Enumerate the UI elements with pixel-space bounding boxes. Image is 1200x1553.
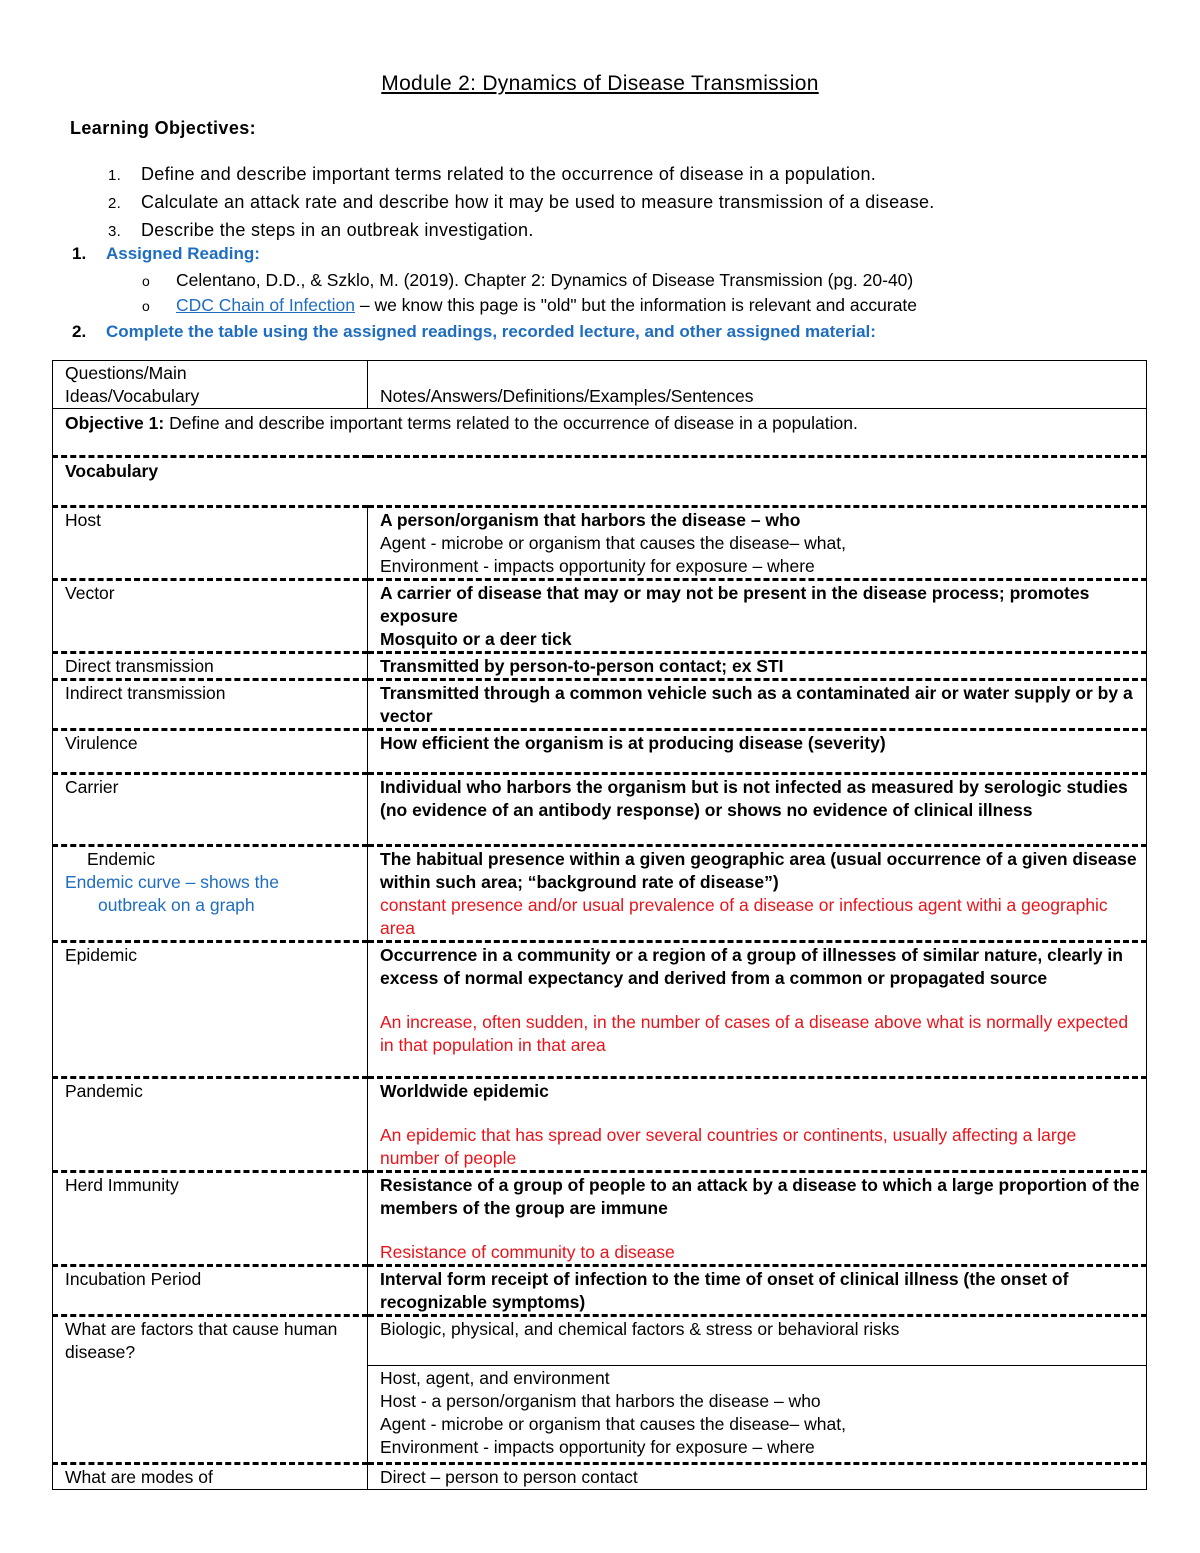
notes-table — [52, 360, 1147, 1490]
table-row — [53, 774, 1147, 846]
term-cell: Herd Immunity — [53, 1172, 368, 1266]
complete-table-heading — [72, 322, 876, 342]
section-label: Complete the table using the assigned readings, recorded lecture, and other assigned material: — [106, 322, 876, 341]
definition-text: Environment - impacts opportunity for exposure – where — [380, 556, 815, 576]
term-cell: Pandemic — [53, 1078, 368, 1172]
answer-cell: Biologic, physical, and chemical factors & stress or behavioral risks — [368, 1316, 1147, 1366]
objective-text: Define and describe important terms related to the occurrence of disease in a population. — [141, 164, 877, 184]
term-note: Endemic curve – shows the — [65, 872, 279, 892]
table-row — [53, 457, 1147, 507]
assigned-reading-heading — [72, 244, 260, 264]
definition-cell — [368, 942, 1147, 1078]
answer-text: Host - a person/organism that harbors the disease – who — [380, 1391, 821, 1411]
section-label: Assigned Reading: — [106, 244, 260, 263]
table-row — [53, 846, 1147, 942]
reading-text: – we know this page is "old" but the information is relevant and accurate — [354, 295, 918, 315]
definition-note: constant presence and/or usual prevalence of a disease or infectious agent withi a geographic area — [380, 895, 1108, 938]
answer-cell — [368, 1366, 1147, 1464]
term-cell: Epidemic — [53, 942, 368, 1078]
definition-text: Resistance of a group of people to an attack by a disease to which a large proportion of the members of the group are immune — [380, 1175, 1140, 1218]
bullet-icon: o — [142, 273, 150, 289]
table-row — [53, 580, 1147, 653]
question-cell: What are factors that cause human disease? — [53, 1316, 368, 1464]
term-cell: Direct transmission — [53, 653, 368, 680]
spacer — [380, 1220, 1140, 1241]
objective-row — [53, 409, 1147, 457]
definition-cell: Transmitted through a common vehicle such as a contaminated air or water supply or by a vector — [368, 680, 1147, 730]
definition-cell — [368, 507, 1147, 580]
definition-text: A person/organism that harbors the disease – who — [380, 510, 801, 530]
definition-text: Worldwide epidemic — [380, 1081, 549, 1101]
term-cell: Host — [53, 507, 368, 580]
table-row — [53, 1316, 1147, 1366]
list-item — [108, 216, 935, 244]
table-header-row — [53, 361, 1147, 409]
answer-cell: Direct – person to person contact — [368, 1464, 1147, 1490]
header-text: Notes/Answers/Definitions/Examples/Sentences — [380, 386, 754, 406]
header-text: Questions/Main — [65, 363, 187, 383]
term-cell: Incubation Period — [53, 1266, 368, 1316]
term-cell: Vector — [53, 580, 368, 653]
term-cell — [53, 846, 368, 942]
definition-note: An increase, often sudden, in the number of cases of a disease above what is normally expected in that population in that area — [380, 1012, 1129, 1055]
definition-cell: Interval form receipt of infection to the time of onset of clinical illness (the onset of recognizable symptoms) — [368, 1266, 1147, 1316]
definition-note: Resistance of community to a disease — [380, 1242, 675, 1262]
answer-text: Host, agent, and environment — [380, 1368, 610, 1388]
definition-cell — [368, 846, 1147, 942]
table-row — [53, 409, 1147, 457]
term-text: Endemic — [87, 849, 156, 869]
list-number: 1. — [108, 167, 122, 184]
answer-text: Agent - microbe or organism that causes the disease– what, — [380, 1414, 846, 1434]
spacer — [380, 990, 1140, 1011]
header-cell-notes — [368, 361, 1147, 409]
term-note: outbreak on a graph — [98, 895, 255, 915]
definition-cell — [368, 580, 1147, 653]
reading-text: Celentano, D.D., & Szklo, M. (2019). Chapter 2: Dynamics of Disease Transmission (pg. 20-40) — [176, 270, 914, 290]
learning-objectives-heading: Learning Objectives: — [70, 118, 257, 138]
table-row — [53, 653, 1147, 680]
table-row — [53, 1266, 1147, 1316]
objective-text: Describe the steps in an outbreak investigation. — [141, 220, 534, 240]
term-cell: Indirect transmission — [53, 680, 368, 730]
objective-text: Calculate an attack rate and describe how it may be used to measure transmission of a disease. — [141, 192, 935, 212]
answer-text: Environment - impacts opportunity for exposure – where — [380, 1437, 815, 1457]
objective-label: Objective 1: — [65, 413, 165, 433]
header-text: Ideas/Vocabulary — [65, 386, 200, 406]
table-row — [53, 680, 1147, 730]
section-number: 1. — [72, 244, 87, 263]
objectives-list — [108, 160, 935, 244]
table-row — [53, 942, 1147, 1078]
list-number: 3. — [108, 223, 122, 240]
table-row — [53, 507, 1147, 580]
objective-text: Define and describe important terms related to the occurrence of disease in a population. — [164, 413, 858, 433]
list-item — [108, 160, 935, 188]
list-number: 2. — [108, 195, 122, 212]
definition-note: An epidemic that has spread over several countries or continents, usually affecting a large number of people — [380, 1125, 1077, 1168]
reading-item-textbook — [142, 270, 913, 291]
vocabulary-heading: Vocabulary — [53, 457, 1147, 507]
header-cell-questions — [53, 361, 368, 409]
table-row — [53, 1464, 1147, 1490]
spacer — [380, 1103, 1140, 1124]
term-cell: Carrier — [53, 774, 368, 846]
bullet-icon: o — [142, 298, 150, 314]
definition-text: A carrier of disease that may or may not be present in the disease process; promotes exposure — [380, 583, 1090, 626]
definition-cell — [368, 1078, 1147, 1172]
page-title: Module 2: Dynamics of Disease Transmission — [381, 72, 819, 95]
definition-cell: Individual who harbors the organism but is not infected as measured by serologic studies (no evidence of an antibody response) or shows no evidence of clinical illness — [368, 774, 1147, 846]
definition-text: Mosquito or a deer tick — [380, 629, 572, 649]
list-item — [108, 188, 935, 216]
definition-text: The habitual presence within a given geographic area (usual occurrence of a given disease within such area; “background rate of disease”) — [380, 849, 1137, 892]
section-number: 2. — [72, 322, 87, 341]
definition-cell: Transmitted by person-to-person contact; ex STI — [368, 653, 1147, 680]
definition-cell — [368, 1172, 1147, 1266]
cdc-chain-link[interactable]: CDC Chain of Infection — [176, 295, 355, 315]
definition-text: Occurrence in a community or a region of a group of illnesses of similar nature, clearly in excess of normal expectancy and derived from a common or propagated source — [380, 945, 1123, 988]
reading-item-cdc — [142, 295, 917, 316]
definition-text: Agent - microbe or organism that causes the disease– what, — [380, 533, 846, 553]
table-row — [53, 1172, 1147, 1266]
table-row — [53, 730, 1147, 774]
table-row — [53, 1078, 1147, 1172]
term-cell: Virulence — [53, 730, 368, 774]
question-cell: What are modes of — [53, 1464, 368, 1490]
definition-cell: How efficient the organism is at producing disease (severity) — [368, 730, 1147, 774]
